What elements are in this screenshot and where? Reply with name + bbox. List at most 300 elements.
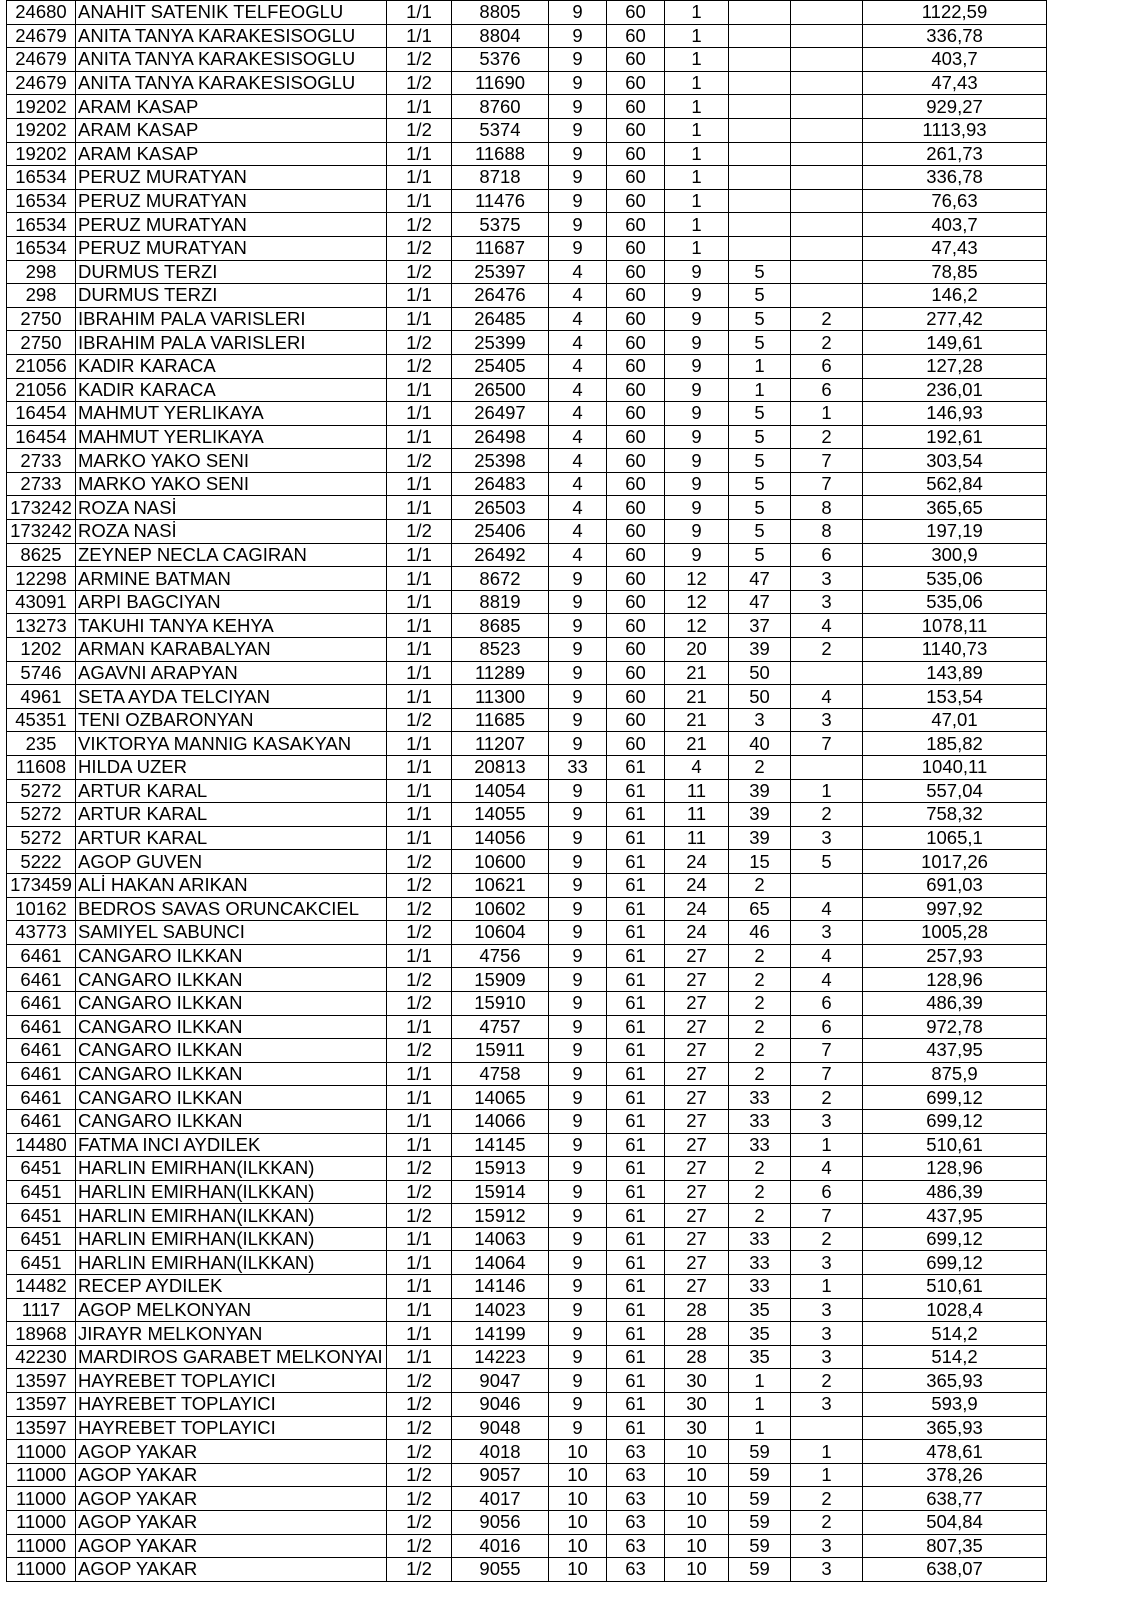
owner-name-cell: MAHMUT YERLIKAYA (76, 402, 387, 426)
col-a-cell: 9 (549, 661, 607, 685)
col-e-cell (791, 189, 863, 213)
col-e-cell (791, 142, 863, 166)
col-d-cell: 5 (729, 260, 791, 284)
amount-cell: 303,54 (863, 449, 1047, 473)
col-e-cell: 4 (791, 968, 863, 992)
col-b-cell: 61 (607, 826, 665, 850)
col-c-cell: 9 (665, 260, 729, 284)
col-d-cell: 15 (729, 850, 791, 874)
amount-cell: 185,82 (863, 732, 1047, 756)
amount-cell: 277,42 (863, 307, 1047, 331)
record-id-cell: 173242 (7, 520, 76, 544)
amount-cell: 535,06 (863, 567, 1047, 591)
amount-cell: 146,93 (863, 402, 1047, 426)
col-d-cell: 2 (729, 1204, 791, 1228)
col-a-cell: 9 (549, 991, 607, 1015)
owner-name-cell: AGOP MELKONYAN (76, 1298, 387, 1322)
amount-cell: 510,61 (863, 1275, 1047, 1299)
parcel-no-cell: 5375 (452, 213, 549, 237)
share-cell: 1/1 (387, 567, 452, 591)
parcel-no-cell: 14064 (452, 1251, 549, 1275)
owner-name-cell: CANGARO ILKKAN (76, 1086, 387, 1110)
col-c-cell: 1 (665, 236, 729, 260)
table-row (7, 543, 1047, 567)
col-a-cell: 9 (549, 1157, 607, 1181)
amount-cell: 504,84 (863, 1511, 1047, 1535)
col-b-cell: 60 (607, 638, 665, 662)
col-d-cell: 35 (729, 1345, 791, 1369)
owner-name-cell: ARTUR KARAL (76, 826, 387, 850)
record-id-cell: 11000 (7, 1440, 76, 1464)
col-a-cell: 9 (549, 1227, 607, 1251)
record-id-cell: 43091 (7, 590, 76, 614)
record-id-cell: 6451 (7, 1204, 76, 1228)
owner-name-cell: ARMAN KARABALYAN (76, 638, 387, 662)
col-a-cell: 4 (549, 543, 607, 567)
amount-cell: 1005,28 (863, 921, 1047, 945)
col-d-cell (729, 142, 791, 166)
col-d-cell: 33 (729, 1227, 791, 1251)
col-a-cell: 9 (549, 685, 607, 709)
record-id-cell: 42230 (7, 1345, 76, 1369)
col-e-cell: 1 (791, 1275, 863, 1299)
col-d-cell: 5 (729, 496, 791, 520)
col-b-cell: 60 (607, 354, 665, 378)
amount-cell: 128,96 (863, 1157, 1047, 1181)
col-e-cell (791, 1, 863, 25)
share-cell: 1/2 (387, 873, 452, 897)
share-cell: 1/1 (387, 1109, 452, 1133)
col-a-cell: 9 (549, 1086, 607, 1110)
owner-name-cell: CANGARO ILKKAN (76, 1015, 387, 1039)
share-cell: 1/2 (387, 1463, 452, 1487)
parcel-no-cell: 11690 (452, 71, 549, 95)
col-c-cell: 9 (665, 449, 729, 473)
table-row (7, 472, 1047, 496)
table-row (7, 1133, 1047, 1157)
col-e-cell: 3 (791, 1298, 863, 1322)
table-row (7, 638, 1047, 662)
owner-name-cell: HAYREBET TOPLAYICI (76, 1369, 387, 1393)
amount-cell: 257,93 (863, 944, 1047, 968)
col-d-cell: 2 (729, 991, 791, 1015)
col-b-cell: 61 (607, 1039, 665, 1063)
share-cell: 1/2 (387, 1487, 452, 1511)
col-c-cell: 9 (665, 402, 729, 426)
record-id-cell: 11000 (7, 1534, 76, 1558)
owner-name-cell: MARKO YAKO SENI (76, 449, 387, 473)
table-row (7, 1322, 1047, 1346)
col-b-cell: 61 (607, 1275, 665, 1299)
col-b-cell: 60 (607, 260, 665, 284)
owner-name-cell: AGOP YAKAR (76, 1487, 387, 1511)
table-row (7, 1393, 1047, 1417)
col-b-cell: 61 (607, 1345, 665, 1369)
col-b-cell: 61 (607, 968, 665, 992)
col-a-cell: 33 (549, 756, 607, 780)
col-e-cell (791, 48, 863, 72)
share-cell: 1/2 (387, 1393, 452, 1417)
record-id-cell: 235 (7, 732, 76, 756)
col-d-cell: 47 (729, 590, 791, 614)
table-row (7, 48, 1047, 72)
col-b-cell: 61 (607, 1086, 665, 1110)
col-c-cell: 24 (665, 850, 729, 874)
col-c-cell: 10 (665, 1534, 729, 1558)
record-id-cell: 11000 (7, 1511, 76, 1535)
amount-cell: 47,43 (863, 236, 1047, 260)
owner-name-cell: ANITA TANYA KARAKESISOGLU (76, 71, 387, 95)
share-cell: 1/1 (387, 590, 452, 614)
col-d-cell: 1 (729, 1369, 791, 1393)
col-a-cell: 9 (549, 1204, 607, 1228)
col-d-cell (729, 118, 791, 142)
col-e-cell: 3 (791, 1345, 863, 1369)
share-cell: 1/2 (387, 1369, 452, 1393)
col-a-cell: 9 (549, 779, 607, 803)
parcel-no-cell: 9056 (452, 1511, 549, 1535)
col-e-cell: 3 (791, 1322, 863, 1346)
record-id-cell: 24679 (7, 48, 76, 72)
col-a-cell: 9 (549, 71, 607, 95)
col-b-cell: 60 (607, 236, 665, 260)
owner-name-cell: DURMUS TERZI (76, 260, 387, 284)
share-cell: 1/2 (387, 850, 452, 874)
col-d-cell: 40 (729, 732, 791, 756)
owner-name-cell: ANITA TANYA KARAKESISOGLU (76, 24, 387, 48)
amount-cell: 486,39 (863, 991, 1047, 1015)
amount-cell: 146,2 (863, 284, 1047, 308)
col-a-cell: 9 (549, 189, 607, 213)
col-c-cell: 10 (665, 1558, 729, 1582)
record-id-cell: 6461 (7, 1015, 76, 1039)
record-id-cell: 5746 (7, 661, 76, 685)
amount-cell: 128,96 (863, 968, 1047, 992)
col-c-cell: 24 (665, 897, 729, 921)
col-b-cell: 61 (607, 1322, 665, 1346)
record-id-cell: 6461 (7, 944, 76, 968)
col-b-cell: 61 (607, 991, 665, 1015)
col-c-cell: 27 (665, 1251, 729, 1275)
amount-cell: 47,43 (863, 71, 1047, 95)
parcel-no-cell: 10621 (452, 873, 549, 897)
owner-name-cell: AGOP GUVEN (76, 850, 387, 874)
amount-cell: 78,85 (863, 260, 1047, 284)
col-b-cell: 60 (607, 661, 665, 685)
share-cell: 1/1 (387, 1062, 452, 1086)
col-b-cell: 60 (607, 472, 665, 496)
col-e-cell: 3 (791, 921, 863, 945)
parcel-no-cell: 11289 (452, 661, 549, 685)
col-b-cell: 61 (607, 1393, 665, 1417)
col-c-cell: 20 (665, 638, 729, 662)
owner-name-cell: CANGARO ILKKAN (76, 1109, 387, 1133)
col-b-cell: 61 (607, 1227, 665, 1251)
owner-name-cell: JIRAYR MELKONYAN (76, 1322, 387, 1346)
col-b-cell: 63 (607, 1558, 665, 1582)
col-e-cell (791, 260, 863, 284)
record-id-cell: 24680 (7, 1, 76, 25)
col-e-cell: 3 (791, 1534, 863, 1558)
owner-name-cell: VIKTORYA MANNIG KASAKYAN (76, 732, 387, 756)
col-a-cell: 10 (549, 1440, 607, 1464)
parcel-no-cell: 10600 (452, 850, 549, 874)
col-c-cell: 1 (665, 1, 729, 25)
table-row (7, 567, 1047, 591)
col-a-cell: 9 (549, 1039, 607, 1063)
amount-cell: 378,26 (863, 1463, 1047, 1487)
table-row (7, 991, 1047, 1015)
amount-cell: 699,12 (863, 1086, 1047, 1110)
amount-cell: 972,78 (863, 1015, 1047, 1039)
col-b-cell: 61 (607, 921, 665, 945)
amount-cell: 1113,93 (863, 118, 1047, 142)
record-id-cell: 6461 (7, 1086, 76, 1110)
table-row (7, 756, 1047, 780)
col-d-cell (729, 71, 791, 95)
parcel-no-cell: 9047 (452, 1369, 549, 1393)
col-d-cell: 46 (729, 921, 791, 945)
share-cell: 1/1 (387, 402, 452, 426)
col-c-cell: 1 (665, 213, 729, 237)
amount-cell: 699,12 (863, 1227, 1047, 1251)
amount-cell: 699,12 (863, 1109, 1047, 1133)
share-cell: 1/2 (387, 1511, 452, 1535)
table-row (7, 213, 1047, 237)
share-cell: 1/2 (387, 968, 452, 992)
table-row (7, 95, 1047, 119)
parcel-no-cell: 4758 (452, 1062, 549, 1086)
col-c-cell: 27 (665, 1227, 729, 1251)
parcel-no-cell: 11688 (452, 142, 549, 166)
table-row (7, 1511, 1047, 1535)
amount-cell: 437,95 (863, 1039, 1047, 1063)
parcel-no-cell: 26483 (452, 472, 549, 496)
col-b-cell: 63 (607, 1534, 665, 1558)
parcel-no-cell: 5374 (452, 118, 549, 142)
record-id-cell: 13597 (7, 1369, 76, 1393)
owner-name-cell: ARAM KASAP (76, 118, 387, 142)
share-cell: 1/1 (387, 661, 452, 685)
record-id-cell: 18968 (7, 1322, 76, 1346)
col-b-cell: 60 (607, 284, 665, 308)
table-row (7, 284, 1047, 308)
parcel-no-cell: 14145 (452, 1133, 549, 1157)
table-row (7, 331, 1047, 355)
share-cell: 1/2 (387, 1416, 452, 1440)
col-c-cell: 10 (665, 1511, 729, 1535)
share-cell: 1/2 (387, 708, 452, 732)
parcel-no-cell: 10604 (452, 921, 549, 945)
table-row (7, 661, 1047, 685)
share-cell: 1/1 (387, 1086, 452, 1110)
table-row (7, 1, 1047, 25)
record-id-cell: 14480 (7, 1133, 76, 1157)
col-a-cell: 9 (549, 873, 607, 897)
col-b-cell: 63 (607, 1463, 665, 1487)
col-a-cell: 4 (549, 378, 607, 402)
col-b-cell: 61 (607, 1416, 665, 1440)
col-b-cell: 60 (607, 331, 665, 355)
col-d-cell: 2 (729, 1157, 791, 1181)
parcel-no-cell: 11685 (452, 708, 549, 732)
table-row (7, 685, 1047, 709)
share-cell: 1/1 (387, 1298, 452, 1322)
col-d-cell: 3 (729, 708, 791, 732)
col-c-cell: 9 (665, 520, 729, 544)
col-c-cell: 9 (665, 425, 729, 449)
parcel-no-cell: 14199 (452, 1322, 549, 1346)
owner-name-cell: ARTUR KARAL (76, 803, 387, 827)
owner-name-cell: CANGARO ILKKAN (76, 1039, 387, 1063)
col-c-cell: 21 (665, 661, 729, 685)
record-id-cell: 2750 (7, 307, 76, 331)
share-cell: 1/1 (387, 1, 452, 25)
col-d-cell: 2 (729, 1062, 791, 1086)
owner-name-cell: HARLIN EMIRHAN(ILKKAN) (76, 1180, 387, 1204)
col-d-cell: 39 (729, 779, 791, 803)
col-e-cell: 8 (791, 520, 863, 544)
record-id-cell: 8625 (7, 543, 76, 567)
col-b-cell: 63 (607, 1487, 665, 1511)
col-a-cell: 10 (549, 1463, 607, 1487)
owner-name-cell: CANGARO ILKKAN (76, 1062, 387, 1086)
col-c-cell: 27 (665, 1180, 729, 1204)
col-e-cell (791, 873, 863, 897)
share-cell: 1/1 (387, 1275, 452, 1299)
col-a-cell: 10 (549, 1511, 607, 1535)
amount-cell: 875,9 (863, 1062, 1047, 1086)
col-b-cell: 60 (607, 95, 665, 119)
parcel-no-cell: 14066 (452, 1109, 549, 1133)
col-c-cell: 12 (665, 590, 729, 614)
col-c-cell: 28 (665, 1322, 729, 1346)
col-b-cell: 60 (607, 543, 665, 567)
owner-name-cell: ARAM KASAP (76, 95, 387, 119)
record-id-cell: 6451 (7, 1251, 76, 1275)
amount-cell: 1028,4 (863, 1298, 1047, 1322)
record-id-cell: 19202 (7, 95, 76, 119)
col-b-cell: 61 (607, 1251, 665, 1275)
parcel-no-cell: 9046 (452, 1393, 549, 1417)
col-d-cell: 2 (729, 968, 791, 992)
table-row (7, 1463, 1047, 1487)
col-e-cell: 7 (791, 472, 863, 496)
owner-name-cell: MARKO YAKO SENI (76, 472, 387, 496)
share-cell: 1/2 (387, 897, 452, 921)
share-cell: 1/1 (387, 142, 452, 166)
amount-cell: 1065,1 (863, 826, 1047, 850)
table-row (7, 968, 1047, 992)
share-cell: 1/1 (387, 425, 452, 449)
col-d-cell: 1 (729, 378, 791, 402)
amount-cell: 197,19 (863, 520, 1047, 544)
col-e-cell (791, 1416, 863, 1440)
table-row (7, 1039, 1047, 1063)
col-d-cell: 1 (729, 1393, 791, 1417)
col-a-cell: 9 (549, 826, 607, 850)
col-c-cell: 1 (665, 48, 729, 72)
table-row (7, 189, 1047, 213)
col-a-cell: 4 (549, 402, 607, 426)
col-e-cell: 2 (791, 1487, 863, 1511)
col-b-cell: 60 (607, 425, 665, 449)
share-cell: 1/1 (387, 756, 452, 780)
table-row (7, 897, 1047, 921)
col-a-cell: 9 (549, 850, 607, 874)
record-id-cell: 6461 (7, 1109, 76, 1133)
parcel-no-cell: 9055 (452, 1558, 549, 1582)
parcel-no-cell: 26498 (452, 425, 549, 449)
col-d-cell: 33 (729, 1251, 791, 1275)
col-a-cell: 9 (549, 1015, 607, 1039)
parcel-no-cell: 10602 (452, 897, 549, 921)
owner-name-cell: ALİ HAKAN ARIKAN (76, 873, 387, 897)
table-row (7, 803, 1047, 827)
record-id-cell: 5272 (7, 826, 76, 850)
parcel-no-cell: 25398 (452, 449, 549, 473)
parcel-no-cell: 14056 (452, 826, 549, 850)
col-e-cell: 2 (791, 638, 863, 662)
parcel-no-cell: 26497 (452, 402, 549, 426)
col-c-cell: 9 (665, 307, 729, 331)
amount-cell: 807,35 (863, 1534, 1047, 1558)
owner-name-cell: CANGARO ILKKAN (76, 991, 387, 1015)
share-cell: 1/2 (387, 1180, 452, 1204)
col-e-cell: 1 (791, 779, 863, 803)
record-id-cell: 2733 (7, 449, 76, 473)
ledger-table (6, 0, 1047, 1582)
col-e-cell: 6 (791, 1180, 863, 1204)
record-id-cell: 16534 (7, 213, 76, 237)
col-e-cell: 3 (791, 1251, 863, 1275)
col-b-cell: 61 (607, 1180, 665, 1204)
share-cell: 1/1 (387, 1322, 452, 1346)
share-cell: 1/1 (387, 543, 452, 567)
col-b-cell: 60 (607, 24, 665, 48)
record-id-cell: 6461 (7, 968, 76, 992)
col-d-cell: 59 (729, 1558, 791, 1582)
col-d-cell: 37 (729, 614, 791, 638)
col-c-cell: 11 (665, 803, 729, 827)
col-b-cell: 60 (607, 118, 665, 142)
owner-name-cell: HILDA UZER (76, 756, 387, 780)
owner-name-cell: KADIR KARACA (76, 378, 387, 402)
record-id-cell: 6461 (7, 991, 76, 1015)
amount-cell: 261,73 (863, 142, 1047, 166)
col-c-cell: 27 (665, 1039, 729, 1063)
col-a-cell: 10 (549, 1534, 607, 1558)
amount-cell: 478,61 (863, 1440, 1047, 1464)
parcel-no-cell: 25406 (452, 520, 549, 544)
col-d-cell (729, 213, 791, 237)
col-e-cell: 1 (791, 402, 863, 426)
col-d-cell: 2 (729, 756, 791, 780)
share-cell: 1/1 (387, 24, 452, 48)
share-cell: 1/2 (387, 260, 452, 284)
share-cell: 1/1 (387, 496, 452, 520)
col-e-cell: 4 (791, 944, 863, 968)
col-a-cell: 9 (549, 590, 607, 614)
share-cell: 1/2 (387, 1440, 452, 1464)
owner-name-cell: MAHMUT YERLIKAYA (76, 425, 387, 449)
record-id-cell: 173459 (7, 873, 76, 897)
parcel-no-cell: 8672 (452, 567, 549, 591)
col-c-cell: 27 (665, 1109, 729, 1133)
col-a-cell: 9 (549, 142, 607, 166)
col-d-cell: 33 (729, 1133, 791, 1157)
col-a-cell: 9 (549, 1275, 607, 1299)
